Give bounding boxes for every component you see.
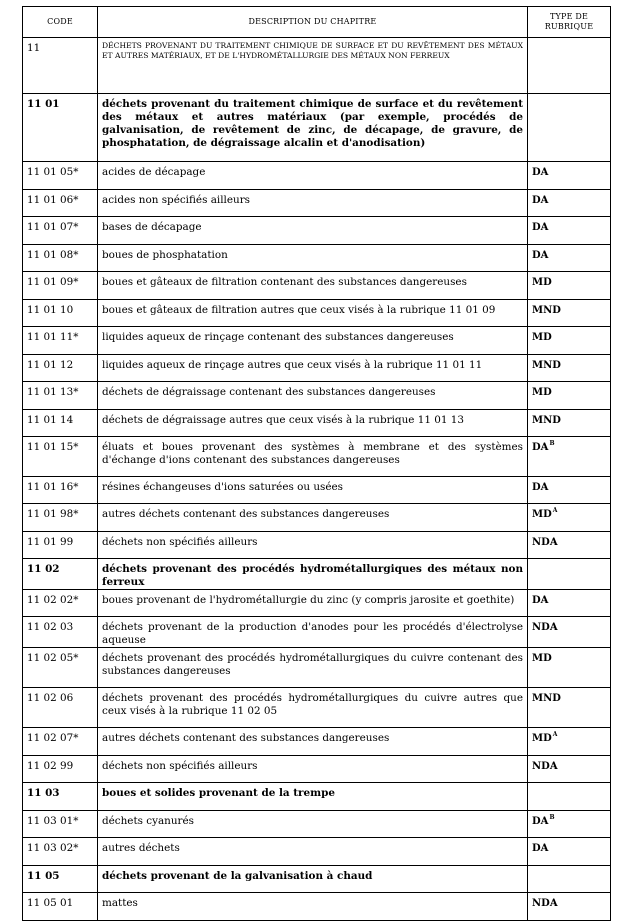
type-cell <box>528 866 611 893</box>
description-cell: déchets provenant des procédés hydrométallurgiques du cuivre autres que ceux visés à la rubrique 11 02 05 <box>98 688 528 728</box>
footnote-marker: A <box>552 731 558 738</box>
type-cell <box>528 162 611 190</box>
code-cell: 11 01 05* <box>23 162 98 190</box>
description-cell: DÉCHETS PROVENANT DU TRAITEMENT CHIMIQUE DE SURFACE ET DU REVÊTEMENT DES MÉTAUX ET AUTRES MATÉRIAUX, ET DE L'HYDROMÉTALLURGIE DES MÉTAUX NON FERREUX <box>98 38 528 94</box>
column-header-description: DESCRIPTION DU CHAPITRE <box>98 7 528 38</box>
waste-code-table <box>22 6 611 921</box>
table-row <box>23 217 611 245</box>
type-label: MD <box>532 277 552 288</box>
type-label: MD <box>532 733 552 744</box>
description-cell: autres déchets <box>98 838 528 866</box>
code-cell: 11 02 03 <box>23 617 98 648</box>
table-row <box>23 893 611 921</box>
description-cell: déchets provenant de la galvanisation à chaud <box>98 866 528 893</box>
table-row <box>23 410 611 437</box>
code-cell: 11 01 98* <box>23 504 98 532</box>
table-row <box>23 688 611 728</box>
section-row <box>23 866 611 893</box>
type-cell <box>528 437 611 477</box>
code-cell: 11 01 11* <box>23 327 98 355</box>
description-cell: autres déchets contenant des substances dangereuses <box>98 504 528 532</box>
description-cell: boues de phosphatation <box>98 245 528 272</box>
footnote-marker: B <box>549 440 555 447</box>
description-cell: boues et gâteaux de filtration contenant des substances dangereuses <box>98 272 528 300</box>
description-cell: bases de décapage <box>98 217 528 245</box>
code-cell: 11 01 07* <box>23 217 98 245</box>
code-cell: 11 01 15* <box>23 437 98 477</box>
type-cell <box>528 590 611 617</box>
table-row <box>23 162 611 190</box>
code-cell: 11 02 <box>23 559 98 590</box>
type-label: MD <box>532 509 552 520</box>
code-cell: 11 01 <box>23 94 98 162</box>
description-cell: déchets provenant de la production d'anodes pour les procédés d'électrolyse aqueuse <box>98 617 528 648</box>
table-row <box>23 190 611 217</box>
code-cell: 11 01 16* <box>23 477 98 504</box>
code-cell: 11 01 99 <box>23 532 98 559</box>
type-cell <box>528 728 611 756</box>
footnote-marker: B <box>549 814 555 821</box>
table-row <box>23 272 611 300</box>
code-cell: 11 03 02* <box>23 838 98 866</box>
type-cell <box>528 559 611 590</box>
description-cell: déchets cyanurés <box>98 811 528 838</box>
code-cell: 11 01 06* <box>23 190 98 217</box>
type-cell <box>528 532 611 559</box>
table-row <box>23 245 611 272</box>
column-header-code: CODE <box>23 7 98 38</box>
description-cell: déchets provenant du traitement chimique de surface et du revêtement des métaux et autres matériaux (par exemple, procédés de galvanisation, de revêtement de zinc, de décapage, de gravure, de phosphatation, de dégraissage alcalin et d'anodisation) <box>98 94 528 162</box>
type-cell <box>528 217 611 245</box>
code-cell: 11 03 01* <box>23 811 98 838</box>
type-cell <box>528 811 611 838</box>
description-cell: liquides aqueux de rinçage contenant des substances dangereuses <box>98 327 528 355</box>
description-cell: boues provenant de l'hydrométallurgie du zinc (y compris jarosite et goethite) <box>98 590 528 617</box>
type-label: DA <box>532 222 549 233</box>
type-cell <box>528 756 611 783</box>
type-cell <box>528 893 611 921</box>
type-cell <box>528 190 611 217</box>
code-cell: 11 01 10 <box>23 300 98 327</box>
code-cell: 11 05 <box>23 866 98 893</box>
code-cell: 11 03 <box>23 783 98 811</box>
table-row <box>23 477 611 504</box>
description-cell: résines échangeuses d'ions saturées ou usées <box>98 477 528 504</box>
type-cell <box>528 355 611 382</box>
code-cell: 11 05 01 <box>23 893 98 921</box>
section-row <box>23 559 611 590</box>
type-label: MD <box>532 653 552 664</box>
type-cell <box>528 300 611 327</box>
code-cell: 11 02 02* <box>23 590 98 617</box>
description-cell: acides non spécifiés ailleurs <box>98 190 528 217</box>
description-cell: liquides aqueux de rinçage autres que ceux visés à la rubrique 11 01 11 <box>98 355 528 382</box>
table-row <box>23 617 611 648</box>
table-row <box>23 532 611 559</box>
type-cell <box>528 838 611 866</box>
table-row <box>23 437 611 477</box>
type-cell <box>528 688 611 728</box>
code-cell: 11 02 99 <box>23 756 98 783</box>
code-cell: 11 02 05* <box>23 648 98 688</box>
type-label: NDA <box>532 898 558 909</box>
type-cell <box>528 648 611 688</box>
type-cell <box>528 410 611 437</box>
table-row <box>23 300 611 327</box>
type-cell <box>528 327 611 355</box>
description-cell: boues et solides provenant de la trempe <box>98 783 528 811</box>
description-cell: déchets provenant des procédés hydrométallurgiques du cuivre contenant des substances dangereuses <box>98 648 528 688</box>
type-label: MND <box>532 693 561 704</box>
type-label: NDA <box>532 537 558 548</box>
table-row <box>23 728 611 756</box>
type-cell <box>528 245 611 272</box>
type-label: DA <box>532 843 549 854</box>
code-cell: 11 01 08* <box>23 245 98 272</box>
type-label: MND <box>532 415 561 426</box>
type-label: NDA <box>532 761 558 772</box>
type-label: DA <box>532 167 549 178</box>
code-cell: 11 <box>23 38 98 94</box>
type-label: DA <box>532 482 549 493</box>
type-cell <box>528 504 611 532</box>
chapter-row <box>23 38 611 94</box>
table-row <box>23 590 611 617</box>
type-label: DA <box>532 816 549 827</box>
type-label: MD <box>532 387 552 398</box>
code-cell: 11 02 07* <box>23 728 98 756</box>
type-cell <box>528 272 611 300</box>
code-cell: 11 01 13* <box>23 382 98 410</box>
type-label: MND <box>532 360 561 371</box>
table-row <box>23 756 611 783</box>
type-label: DA <box>532 250 549 261</box>
type-cell <box>528 783 611 811</box>
table-row <box>23 504 611 532</box>
description-cell: déchets de dégraissage autres que ceux visés à la rubrique 11 01 13 <box>98 410 528 437</box>
code-cell: 11 01 09* <box>23 272 98 300</box>
type-label: DA <box>532 195 549 206</box>
type-cell <box>528 38 611 94</box>
type-label: MND <box>532 305 561 316</box>
type-label: NDA <box>532 622 558 633</box>
table-row <box>23 382 611 410</box>
table-row <box>23 355 611 382</box>
column-header-type: TYPE DE RUBRIQUE <box>528 7 611 38</box>
type-cell <box>528 477 611 504</box>
header-row <box>23 7 611 38</box>
type-cell <box>528 382 611 410</box>
description-cell: éluats et boues provenant des systèmes à membrane et des systèmes d'échange d'ions contenant des substances dangereuses <box>98 437 528 477</box>
description-cell: boues et gâteaux de filtration autres que ceux visés à la rubrique 11 01 09 <box>98 300 528 327</box>
type-label: DA <box>532 442 549 453</box>
description-cell: acides de décapage <box>98 162 528 190</box>
description-cell: déchets non spécifiés ailleurs <box>98 756 528 783</box>
type-cell <box>528 617 611 648</box>
code-cell: 11 01 14 <box>23 410 98 437</box>
code-cell: 11 02 06 <box>23 688 98 728</box>
table-row <box>23 327 611 355</box>
type-label: DA <box>532 595 549 606</box>
section-row <box>23 783 611 811</box>
description-cell: déchets non spécifiés ailleurs <box>98 532 528 559</box>
table-row <box>23 838 611 866</box>
section-row <box>23 94 611 162</box>
table-row <box>23 648 611 688</box>
description-cell: déchets de dégraissage contenant des substances dangereuses <box>98 382 528 410</box>
description-cell: autres déchets contenant des substances dangereuses <box>98 728 528 756</box>
description-cell: mattes <box>98 893 528 921</box>
type-label: MD <box>532 332 552 343</box>
code-cell: 11 01 12 <box>23 355 98 382</box>
footnote-marker: A <box>552 507 558 514</box>
table-row <box>23 811 611 838</box>
description-cell: déchets provenant des procédés hydrométallurgiques des métaux non ferreux <box>98 559 528 590</box>
type-cell <box>528 94 611 162</box>
